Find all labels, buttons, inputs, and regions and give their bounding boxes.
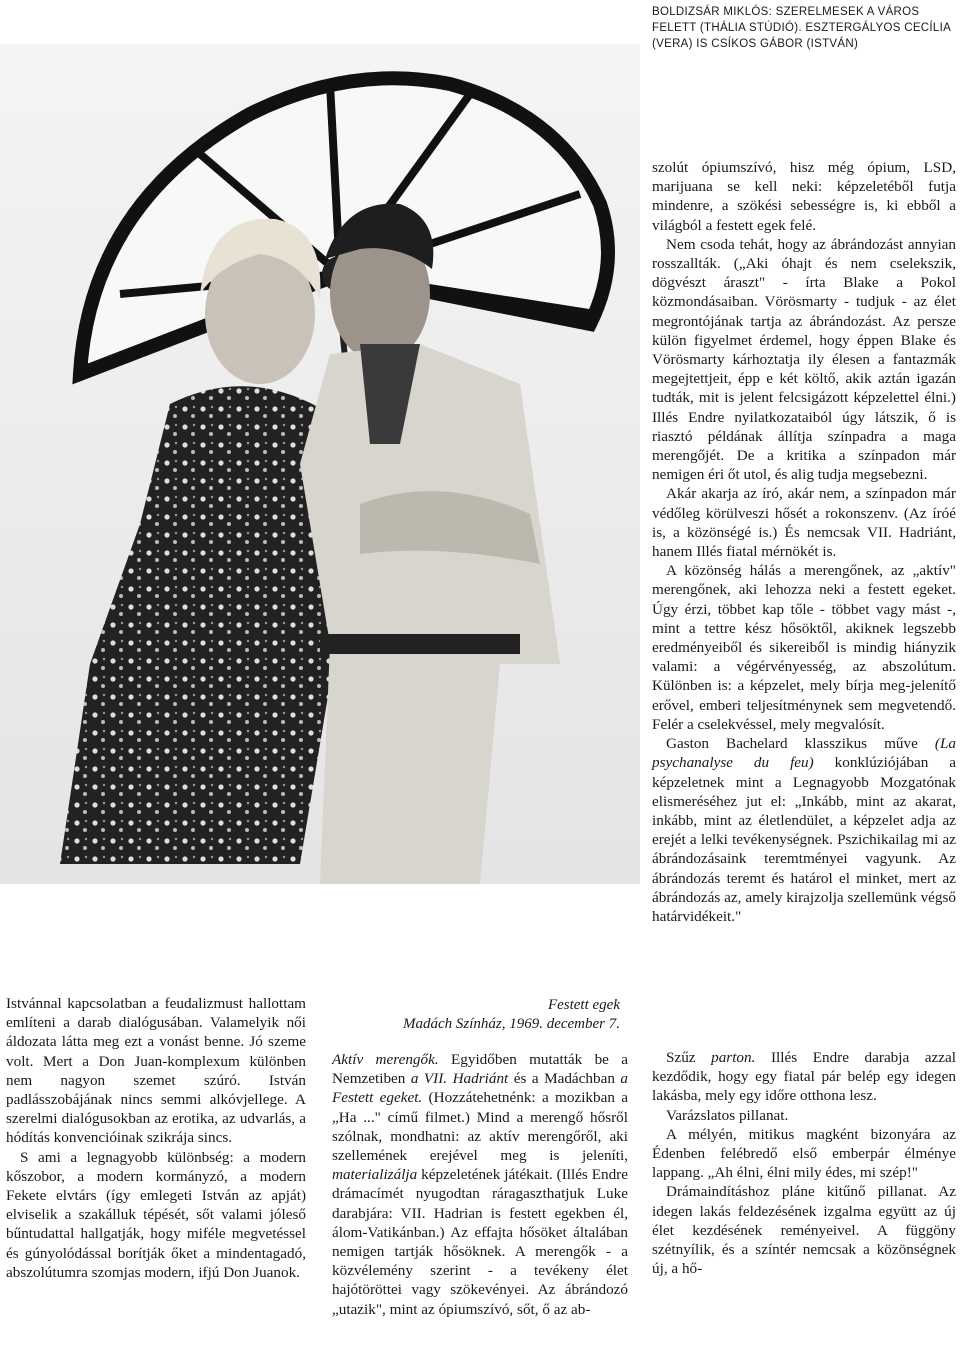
paragraph: szolút ópiumszívó, hisz még ópium, LSD, marijuana se kell neki: képzeletéből futja mindenre, a szökési sebességre is, ki ebből a világból a festett egek felé. xyxy=(652,159,956,234)
production-credit xyxy=(332,996,620,1034)
paragraph: Szűz parton. Illés Endre darabja azzal kezdődik, hogy egy fiatal pár belép egy idegen lakásba, mely egy időre otthona lesz. xyxy=(652,1049,956,1105)
paragraph: A mélyén, mitikus magként bizonyára az Édenben felébredő első emberpár élménye lappang. „Ah élni, élni mily édes, mi szép!" xyxy=(652,1125,956,1182)
stage-photograph xyxy=(0,44,640,884)
paragraph: S ami a legnagyobb különbség: a modern kőszobor, a modern kormányzó, a modern Fekete elvtárs (így emlegeti István az apját) elviselik a szakálluk tépését, sőt valami jóleső bűntudattal hallgatják, hogy miféle megvetéssel és gúnyolódással borítják őket a mindentagadó, abszolútumra szomjas modern, ifjú Don Juanok. xyxy=(6,1148,306,1281)
article-column-left xyxy=(6,994,306,1282)
caption-line-1: BOLDIZSÁR MIKLÓS: SZERELMESEK A VÁROS xyxy=(652,6,920,18)
paragraph: A közönség hálás a merengőnek, az „aktív" merengőnek, aki lehozza neki a festett egeket. Úgy érzi, többet kap tőle - többet vagy mást -, mint a tettre kész hősöktől, akiknek legszebb eredményeiből és sikereiből is mindig hiányzik valami: a végérvényesség, az abszolútum. Különben is: a képzelet, mely bírja meg-jelenítő erővel, emberi teljesítménynek sem megvetendő. Felér a cselekvéssel, mely megvalósít. xyxy=(652,562,956,733)
paragraph: Istvánnal kapcsolatban a feudalizmust hallottam említeni a darab dialógusában. Valamelyik női áldozata látta meg ezt a vonást benne. Jó szeme volt. Mert a Don Juan-komplexum különben nem nagyon szemet szúró. István padlásszobájának nincs semmi alkóvjellege. A szerelmi dialógusokban az erotika, az udvarlás, a hódítás konvencióinak szikrája sincs. xyxy=(6,995,306,1147)
article-column-right-lower xyxy=(652,1048,956,1278)
section-heading: parton. xyxy=(711,1049,756,1066)
paragraph: Varázslatos pillanat. xyxy=(666,1106,789,1124)
production-venue-date: Madách Színház, 1969. december 7. xyxy=(402,1016,620,1032)
article-column-middle xyxy=(332,1050,628,1319)
article-column-right xyxy=(652,158,956,926)
section-heading: Aktív merengők. xyxy=(332,1051,439,1068)
paragraph: Nem csoda tehát, hogy az ábrándozást annyian rosszallták. („Aki óhajt és nem cselekszik, dögvészt áraszt" - írta Blake a Pokol közmondásaiban. Vörösmarty - tudjuk - az élet megrontójának tartja az ábrándozást. Az persze külön figyelmet érdemel, hogy éppen Blake és Vörösmarty kárhoztatja ily élesen a fantazmák megejtettjeit, épp e két költő, akik aztán igazán tudták, mit is jelent felcsigázott képzelettel élni.) Illés Endre nyilatkozataiból úgy látszik, ő is riasztó példának állítja színpadra a maga merengőjét. De a kritika a színpadon már nemigen éri őt utol, és alig tudja megsebezni. xyxy=(652,235,956,484)
caption-line-3: (VERA) IS CSÍKOS GÁBOR (ISTVÁN) xyxy=(652,38,859,50)
caption-line-2: FELETT (THÁLIA STÚDIÓ). ESZTERGÁLYOS CECÍLIA xyxy=(652,22,952,34)
photo-caption-block xyxy=(652,4,952,52)
paragraph: Gaston Bachelard klasszikus műve (La psychanalyse du feu) konklúziójában a képzeletnek mint a Legnagyobb Mozgatónak elismeréséhez jut el: „Inkább, mint az akarat, inkább, mint az életlendület, a képzelet adja az erejét a lelki tevékenységnek. Pszichikailag mi az ábrándozásaink teremtményei vagyunk. Az ábrándozás teremt és határol el minket, mert az ábrándozás az, amely kirajzolja szellemünk végső határvidékeit." xyxy=(652,735,956,925)
paragraph: Aktív merengők. Egyidőben mutatták be a Nemzetiben a VII. Hadriánt és a Madáchban a Festett egeket. (Hozzátehetnénk: a mozikban a „Ha ..." című filmet.) Mind a merengő hősről szólnak, mondhatni: az aktív merengőről, aki szellemének erejével meg is jeleníti, materializálja képzeletének játékait. (Illés Endre drámacímét nyugodtan ráragaszthatjuk Luke darabjára: VII. Hadrian is festett egekben él, álom-Vatikánban.) Az effajta hősöket általában nemigen tartják hősöknek. A merengők - a közvélemény szerint - a tevékeny élet hajótöröttei vagy szökevényei. Az ábrándozó „utazik", mint az ópiumszívó, sőt, ő az ab- xyxy=(332,1051,628,1318)
paragraph: Drámaindításhoz pláne kitűnő pillanat. Az idegen lakás feldezésének izgalma együtt az új élet kezdésének reményeivel. A függöny szétnyílik, és a színtér nemcsak a közönségnek új, a hő- xyxy=(652,1183,956,1278)
paragraph: Akár akarja az író, akár nem, a színpadon már védőleg körülveszi hősét a rokonszenv. (Az íróé is, a közönségé is.) És nemcsak VII. Hadriánt, hanem Illés fiatal mérnökét is. xyxy=(652,485,956,561)
production-title: Festett egek xyxy=(547,997,620,1013)
